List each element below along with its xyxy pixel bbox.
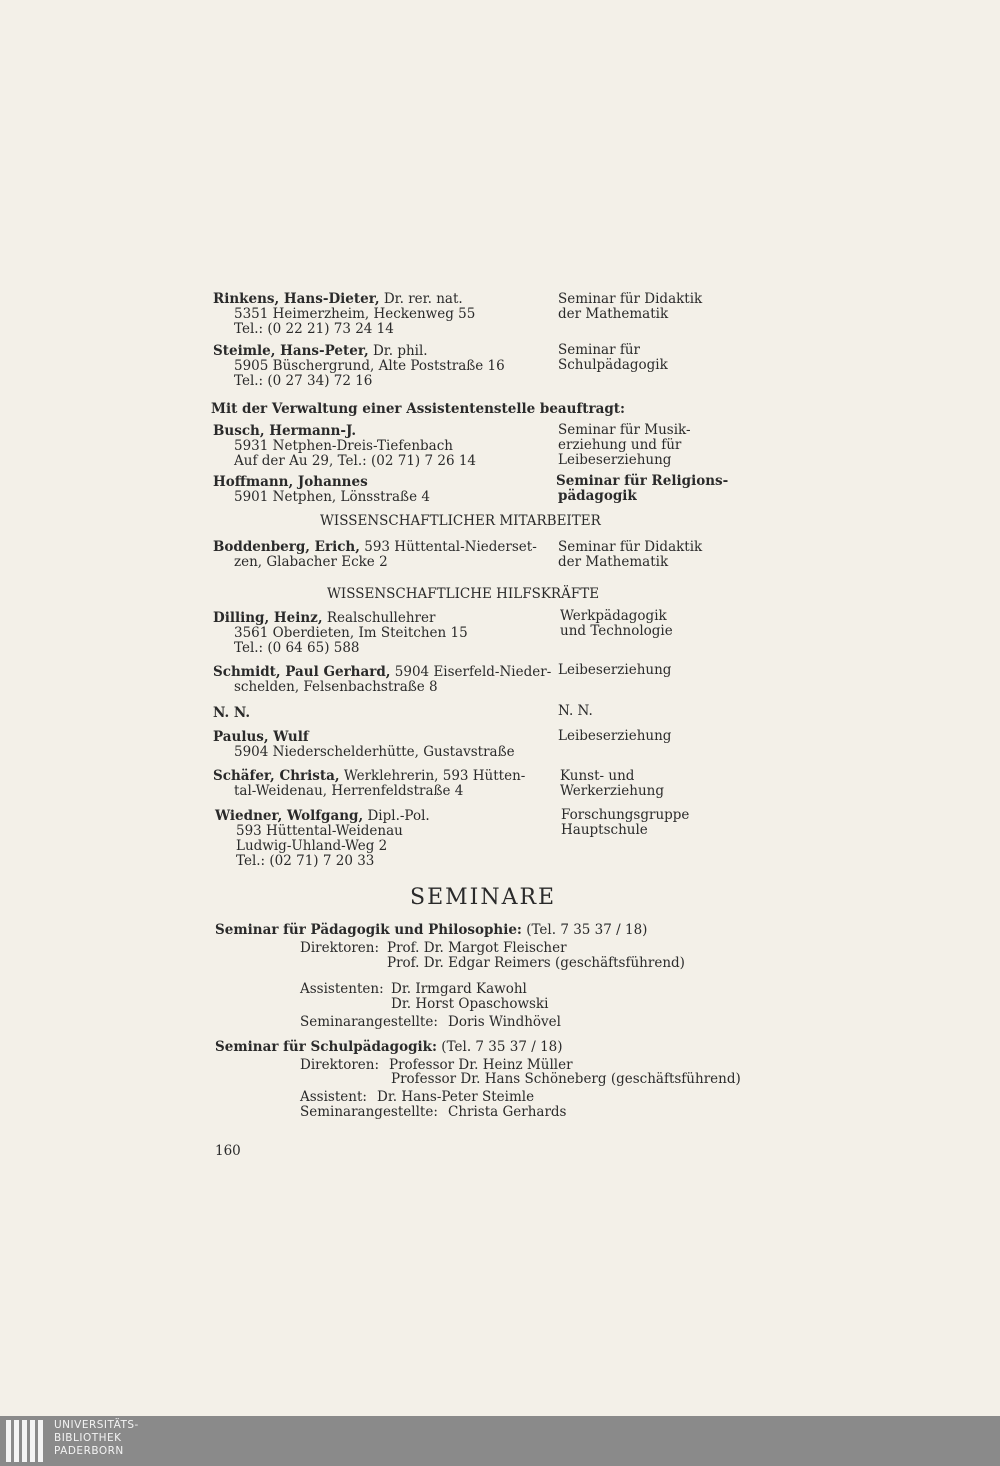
entry-wiedner-seminar-line1: Forschungsgruppe [561, 807, 690, 823]
person-name: Wiedner, Wolfgang, [215, 808, 364, 824]
person-address-start: 593 Hüttental-Niederset- [359, 539, 537, 555]
entry-hoffmann-address: 5901 Netphen, Lönsstraße 4 [234, 489, 430, 505]
seminar-name: Seminar für Pädagogik und Philosophie: [215, 922, 522, 938]
entry-busch-seminar-line2: erziehung und für [558, 437, 682, 453]
library-name-line2: BIBLIOTHEK [54, 1432, 122, 1444]
entry-steimle-tel: Tel.: (0 27 34) 72 16 [234, 373, 373, 389]
seminar-schulpaedagogik-director-2: Professor Dr. Hans Schöneberg (geschäftsführend) [391, 1071, 741, 1087]
seminar-tel: (Tel. 7 35 37 / 18) [437, 1039, 563, 1055]
entry-steimle-name [213, 344, 428, 359]
library-name [54, 1419, 139, 1458]
seminar-paedagogik-assistants-label: Assistenten: [300, 981, 384, 997]
seminar-tel: (Tel. 7 35 37 / 18) [521, 922, 648, 938]
person-name: Schmidt, Paul Gerhard, [213, 664, 391, 680]
entry-paulus-address: 5904 Niederschelderhütte, Gustavstraße [234, 744, 515, 760]
entry-steimle-address: 5905 Büschergrund, Alte Poststraße 16 [234, 358, 505, 374]
library-name-line3: PADERBORN [54, 1445, 124, 1457]
entry-dilling-name [213, 611, 435, 626]
entry-steimle-seminar-line2: Schulpädagogik [558, 357, 668, 373]
seminar-paedagogik-directors-label: Direktoren: [300, 940, 380, 956]
entry-schmidt-line1 [213, 665, 551, 680]
entry-dilling-address: 3561 Oberdieten, Im Steitchen 15 [234, 625, 468, 641]
seminar-paedagogik-assistant-1: Dr. Irmgard Kawohl [391, 981, 527, 997]
entry-wiedner-seminar-line2: Hauptschule [561, 822, 648, 838]
entry-paulus-seminar: Leibeserziehung [558, 728, 672, 744]
entry-schaefer-seminar-line2: Werkerziehung [560, 783, 664, 799]
entry-boddenberg-seminar-line2: der Mathematik [558, 554, 669, 570]
person-name: Boddenberg, Erich, [213, 539, 360, 555]
entry-wiedner-name [215, 809, 430, 824]
entry-rinkens-name [213, 292, 463, 307]
seminar-paedagogik-staff-label: Seminarangestellte: [300, 1014, 438, 1030]
entry-hoffmann-seminar-line2: pädagogik [558, 488, 637, 504]
seminar-schulpaedagogik-staff: Christa Gerhards [448, 1104, 567, 1120]
entry-rinkens-seminar-line2: der Mathematik [558, 306, 669, 322]
entry-wiedner-address-line1: 593 Hüttental-Weidenau [236, 823, 403, 839]
entry-rinkens-address: 5351 Heimerzheim, Heckenweg 55 [234, 306, 476, 322]
entry-wiedner-address-line2: Ludwig-Uhland-Weg 2 [236, 838, 388, 854]
seminar-schulpaedagogik-assistant: Dr. Hans-Peter Steimle [377, 1089, 535, 1105]
person-name: Steimle, Hans-Peter, [213, 343, 369, 359]
person-address-start: Werklehrerin, 593 Hütten- [339, 768, 526, 784]
entry-schaefer-line2: tal-Weidenau, Herrenfeldstraße 4 [234, 783, 464, 799]
seminare-title: SEMINARE [410, 885, 557, 910]
entry-paulus-name: Paulus, Wulf [213, 729, 309, 745]
entry-dilling-seminar-line1: Werkpädagogik [560, 608, 667, 624]
seminar-schulpaedagogik-directors-label: Direktoren: [300, 1057, 380, 1073]
entry-busch-seminar-line3: Leibeserziehung [558, 452, 672, 468]
person-title: Realschullehrer [322, 610, 436, 626]
person-title: Dr. rer. nat. [379, 291, 463, 307]
library-footer-banner [0, 1416, 1000, 1466]
page-number: 160 [215, 1143, 241, 1159]
person-address-start: 5904 Eiserfeld-Nieder- [390, 664, 552, 680]
entry-rinkens-seminar-line1: Seminar für Didaktik [558, 291, 703, 307]
library-logo-icon [6, 1420, 43, 1462]
seminar-schulpaedagogik-heading [215, 1040, 563, 1055]
entry-schmidt-seminar: Leibeserziehung [558, 662, 672, 678]
seminar-schulpaedagogik-director-1: Professor Dr. Heinz Müller [389, 1057, 573, 1073]
seminar-name: Seminar für Schulpädagogik: [215, 1039, 438, 1055]
scientific-staff-heading: WISSENSCHAFTLICHER MITARBEITER [320, 513, 601, 529]
entry-wiedner-tel: Tel.: (02 71) 7 20 33 [236, 853, 375, 869]
entry-rinkens-tel: Tel.: (0 22 21) 73 24 14 [234, 321, 394, 337]
entry-busch-address-line1: 5931 Netphen-Dreis-Tiefenbach [234, 438, 453, 454]
seminar-paedagogik-heading [215, 923, 647, 938]
seminar-paedagogik-assistant-2: Dr. Horst Opaschowski [391, 996, 549, 1012]
entry-busch-seminar-line1: Seminar für Musik- [558, 422, 691, 438]
seminar-schulpaedagogik-staff-label: Seminarangestellte: [300, 1104, 438, 1120]
entry-schaefer-seminar-line1: Kunst- und [560, 768, 635, 784]
entry-dilling-seminar-line2: und Technologie [560, 623, 673, 639]
person-title: Dipl.-Pol. [363, 808, 430, 824]
assistant-section-heading: Mit der Verwaltung einer Assistentenstelle beauftragt: [211, 401, 626, 417]
entry-boddenberg-seminar-line1: Seminar für Didaktik [558, 539, 703, 555]
seminar-schulpaedagogik-assistant-label: Assistent: [300, 1089, 367, 1105]
entry-busch-address-line2: Auf der Au 29, Tel.: (02 71) 7 26 14 [234, 453, 476, 469]
entry-nn-seminar: N. N. [558, 703, 593, 719]
seminar-paedagogik-director-2: Prof. Dr. Edgar Reimers (geschäftsführend) [387, 955, 685, 971]
research-assistants-heading: WISSENSCHAFTLICHE HILFSKRÄFTE [327, 586, 600, 602]
seminar-paedagogik-director-1: Prof. Dr. Margot Fleischer [387, 940, 567, 956]
entry-nn-name: N. N. [213, 705, 251, 721]
entry-boddenberg-line2: zen, Glabacher Ecke 2 [234, 554, 388, 570]
person-name: Schäfer, Christa, [213, 768, 340, 784]
entry-schaefer-line1 [213, 769, 525, 784]
person-title: Dr. phil. [368, 343, 428, 359]
seminar-paedagogik-staff: Doris Windhövel [448, 1014, 561, 1030]
entry-steimle-seminar-line1: Seminar für [558, 342, 640, 358]
person-name: Dilling, Heinz, [213, 610, 323, 626]
entry-dilling-tel: Tel.: (0 64 65) 588 [234, 640, 360, 656]
library-name-line1: UNIVERSITÄTS- [54, 1419, 139, 1431]
person-name: Rinkens, Hans-Dieter, [213, 291, 380, 307]
entry-schmidt-line2: schelden, Felsenbachstraße 8 [234, 679, 438, 695]
entry-boddenberg-line1 [213, 540, 537, 555]
entry-busch-name: Busch, Hermann-J. [213, 423, 357, 439]
entry-hoffmann-seminar-line1: Seminar für Religions- [556, 473, 729, 489]
entry-hoffmann-name: Hoffmann, Johannes [213, 474, 368, 490]
